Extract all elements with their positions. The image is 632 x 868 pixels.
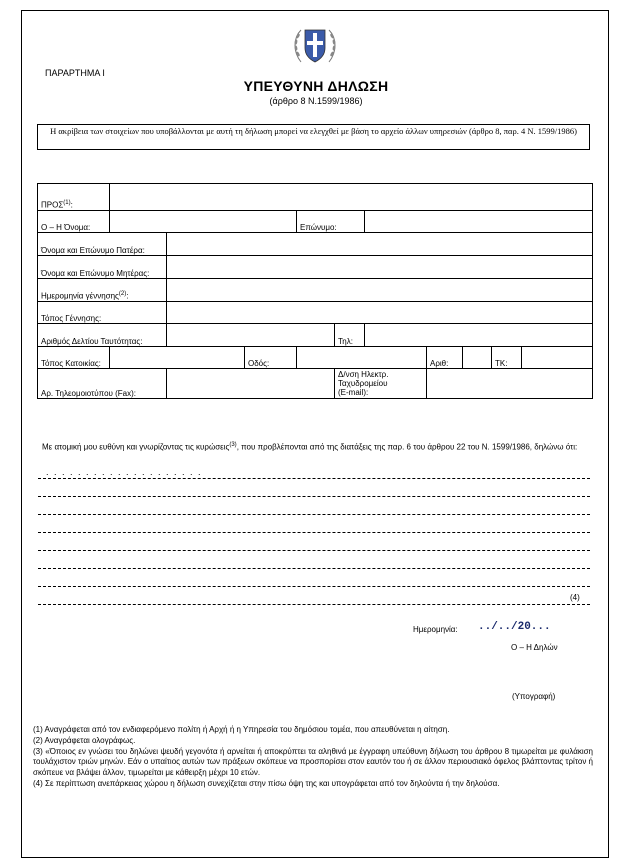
birthplace-label: Τόπος Γέννησης: xyxy=(38,302,167,324)
accuracy-notice: Η ακρίβεια των στοιχείων που υποβάλλονται με αυτή τη δήλωση μπορεί να ελεγχθεί με βάση το αρχείο άλλων υπηρεσιών (άρθρο 8, παρ. 4 Ν. 1599/1986) xyxy=(37,124,590,150)
mother-name-field[interactable] xyxy=(167,256,593,279)
email-label: Δ/νση Ηλεκτρ. Ταχυδρομείου (E-mail): xyxy=(335,369,427,399)
street-field[interactable] xyxy=(297,347,427,369)
page-subtitle: (άρθρο 8 Ν.1599/1986) xyxy=(269,96,363,106)
declaration-dots: . . . . . . . . . . . . . . . . . . . . xyxy=(46,467,203,477)
to-field[interactable] xyxy=(110,184,593,211)
surname-field[interactable] xyxy=(365,211,593,233)
annex-label: ΠΑΡΑΡΤΗΜΑ Ι xyxy=(45,68,105,78)
id-number-field[interactable] xyxy=(167,324,335,347)
mother-name-label: Όνομα και Επώνυμο Μητέρας: xyxy=(38,256,167,279)
surname-label: Επώνυμο: xyxy=(297,211,365,233)
number-field[interactable] xyxy=(463,347,492,369)
footnotes xyxy=(33,725,593,790)
fax-field[interactable] xyxy=(167,369,335,399)
phone-label: Τηλ: xyxy=(335,324,365,347)
first-name-label: Ο – Η Όνομα: xyxy=(38,211,110,233)
footnote: (2) Αναγράφεται ολογράφως. xyxy=(33,735,136,745)
greek-coat-of-arms-icon xyxy=(291,24,339,66)
id-number-label: Αριθμός Δελτίου Ταυτότητας: xyxy=(38,324,167,347)
footnote: (1) Αναγράφεται από τον ενδιαφερόμενο πολίτη ή Αρχή ή η Υπηρεσία του δημόσιου τομέα, που απευθύνεται η αίτηση. xyxy=(33,725,450,734)
first-name-field[interactable] xyxy=(110,211,297,233)
date-field[interactable]: ../../20... xyxy=(478,621,551,633)
postcode-label: ΤΚ: xyxy=(492,347,522,369)
page-title: ΥΠΕΥΘΥΝΗ ΔΗΛΩΣΗ xyxy=(243,78,389,94)
father-name-field[interactable] xyxy=(167,233,593,256)
to-label: ΠΡΟΣ$^{(1)}$: xyxy=(38,184,110,211)
footnote: (4) Σε περίπτωση ανεπάρκειας χώρου η δήλωση συνεχίζεται στην πίσω όψη της και υπογράφεται από τον δηλούντα ή την δηλούσα. xyxy=(33,778,500,788)
footnote: (3) «Όποιος εν γνώσει του δηλώνει ψευδή γεγονότα ή αρνείται ή αποκρύπτει τα αληθινά με έγγραφη υπεύθυνη δήλωση του άρθρου 8 τιμωρείται με φυλάκιση τουλάχιστον τριών μηνών. Εάν ο υπαίτιος αυτών των πράξεων σκόπευε να προσπορίσει στον εαυτόν του ή σε άλλον περιουσιακό όφελος βλάπτοντας τρίτον ή σκόπευε να βλάψει άλλον, τιμωρείται με κάθειρξη μέχρι 10 ετών. xyxy=(33,746,593,778)
residence-field[interactable] xyxy=(110,347,245,369)
email-field[interactable] xyxy=(427,369,593,399)
date-label: Ημερομηνία: xyxy=(413,625,458,634)
father-name-label: Όνομα και Επώνυμο Πατέρα: xyxy=(38,233,167,256)
signature-label: (Υπογραφή) xyxy=(512,692,556,701)
declarant-label: Ο – Η Δηλών xyxy=(511,643,558,652)
continuation-marker: (4) xyxy=(570,593,580,602)
number-label: Αριθ: xyxy=(427,347,463,369)
street-label: Οδός: xyxy=(245,347,297,369)
birthdate-label: Ημερομηνία γέννησης$^{(2)}$: xyxy=(38,279,167,302)
declaration-text: Με ατομική μου ευθύνη και γνωρίζοντας τις κυρώσεις$^{(3)}$, που προβλέπονται από της διατάξεις της παρ. 6 του άρθρου 22 του Ν. 1599/1986, δηλώνω ότι: xyxy=(42,442,578,452)
fax-label: Αρ. Τηλεομοιοτύπου (Fax): xyxy=(38,369,167,399)
residence-label: Τόπος Κατοικίας: xyxy=(38,347,110,369)
birthdate-field[interactable] xyxy=(167,279,593,302)
birthplace-field[interactable] xyxy=(167,302,593,324)
phone-field[interactable] xyxy=(365,324,593,347)
postcode-field[interactable] xyxy=(522,347,593,369)
personal-details-table xyxy=(37,183,593,399)
